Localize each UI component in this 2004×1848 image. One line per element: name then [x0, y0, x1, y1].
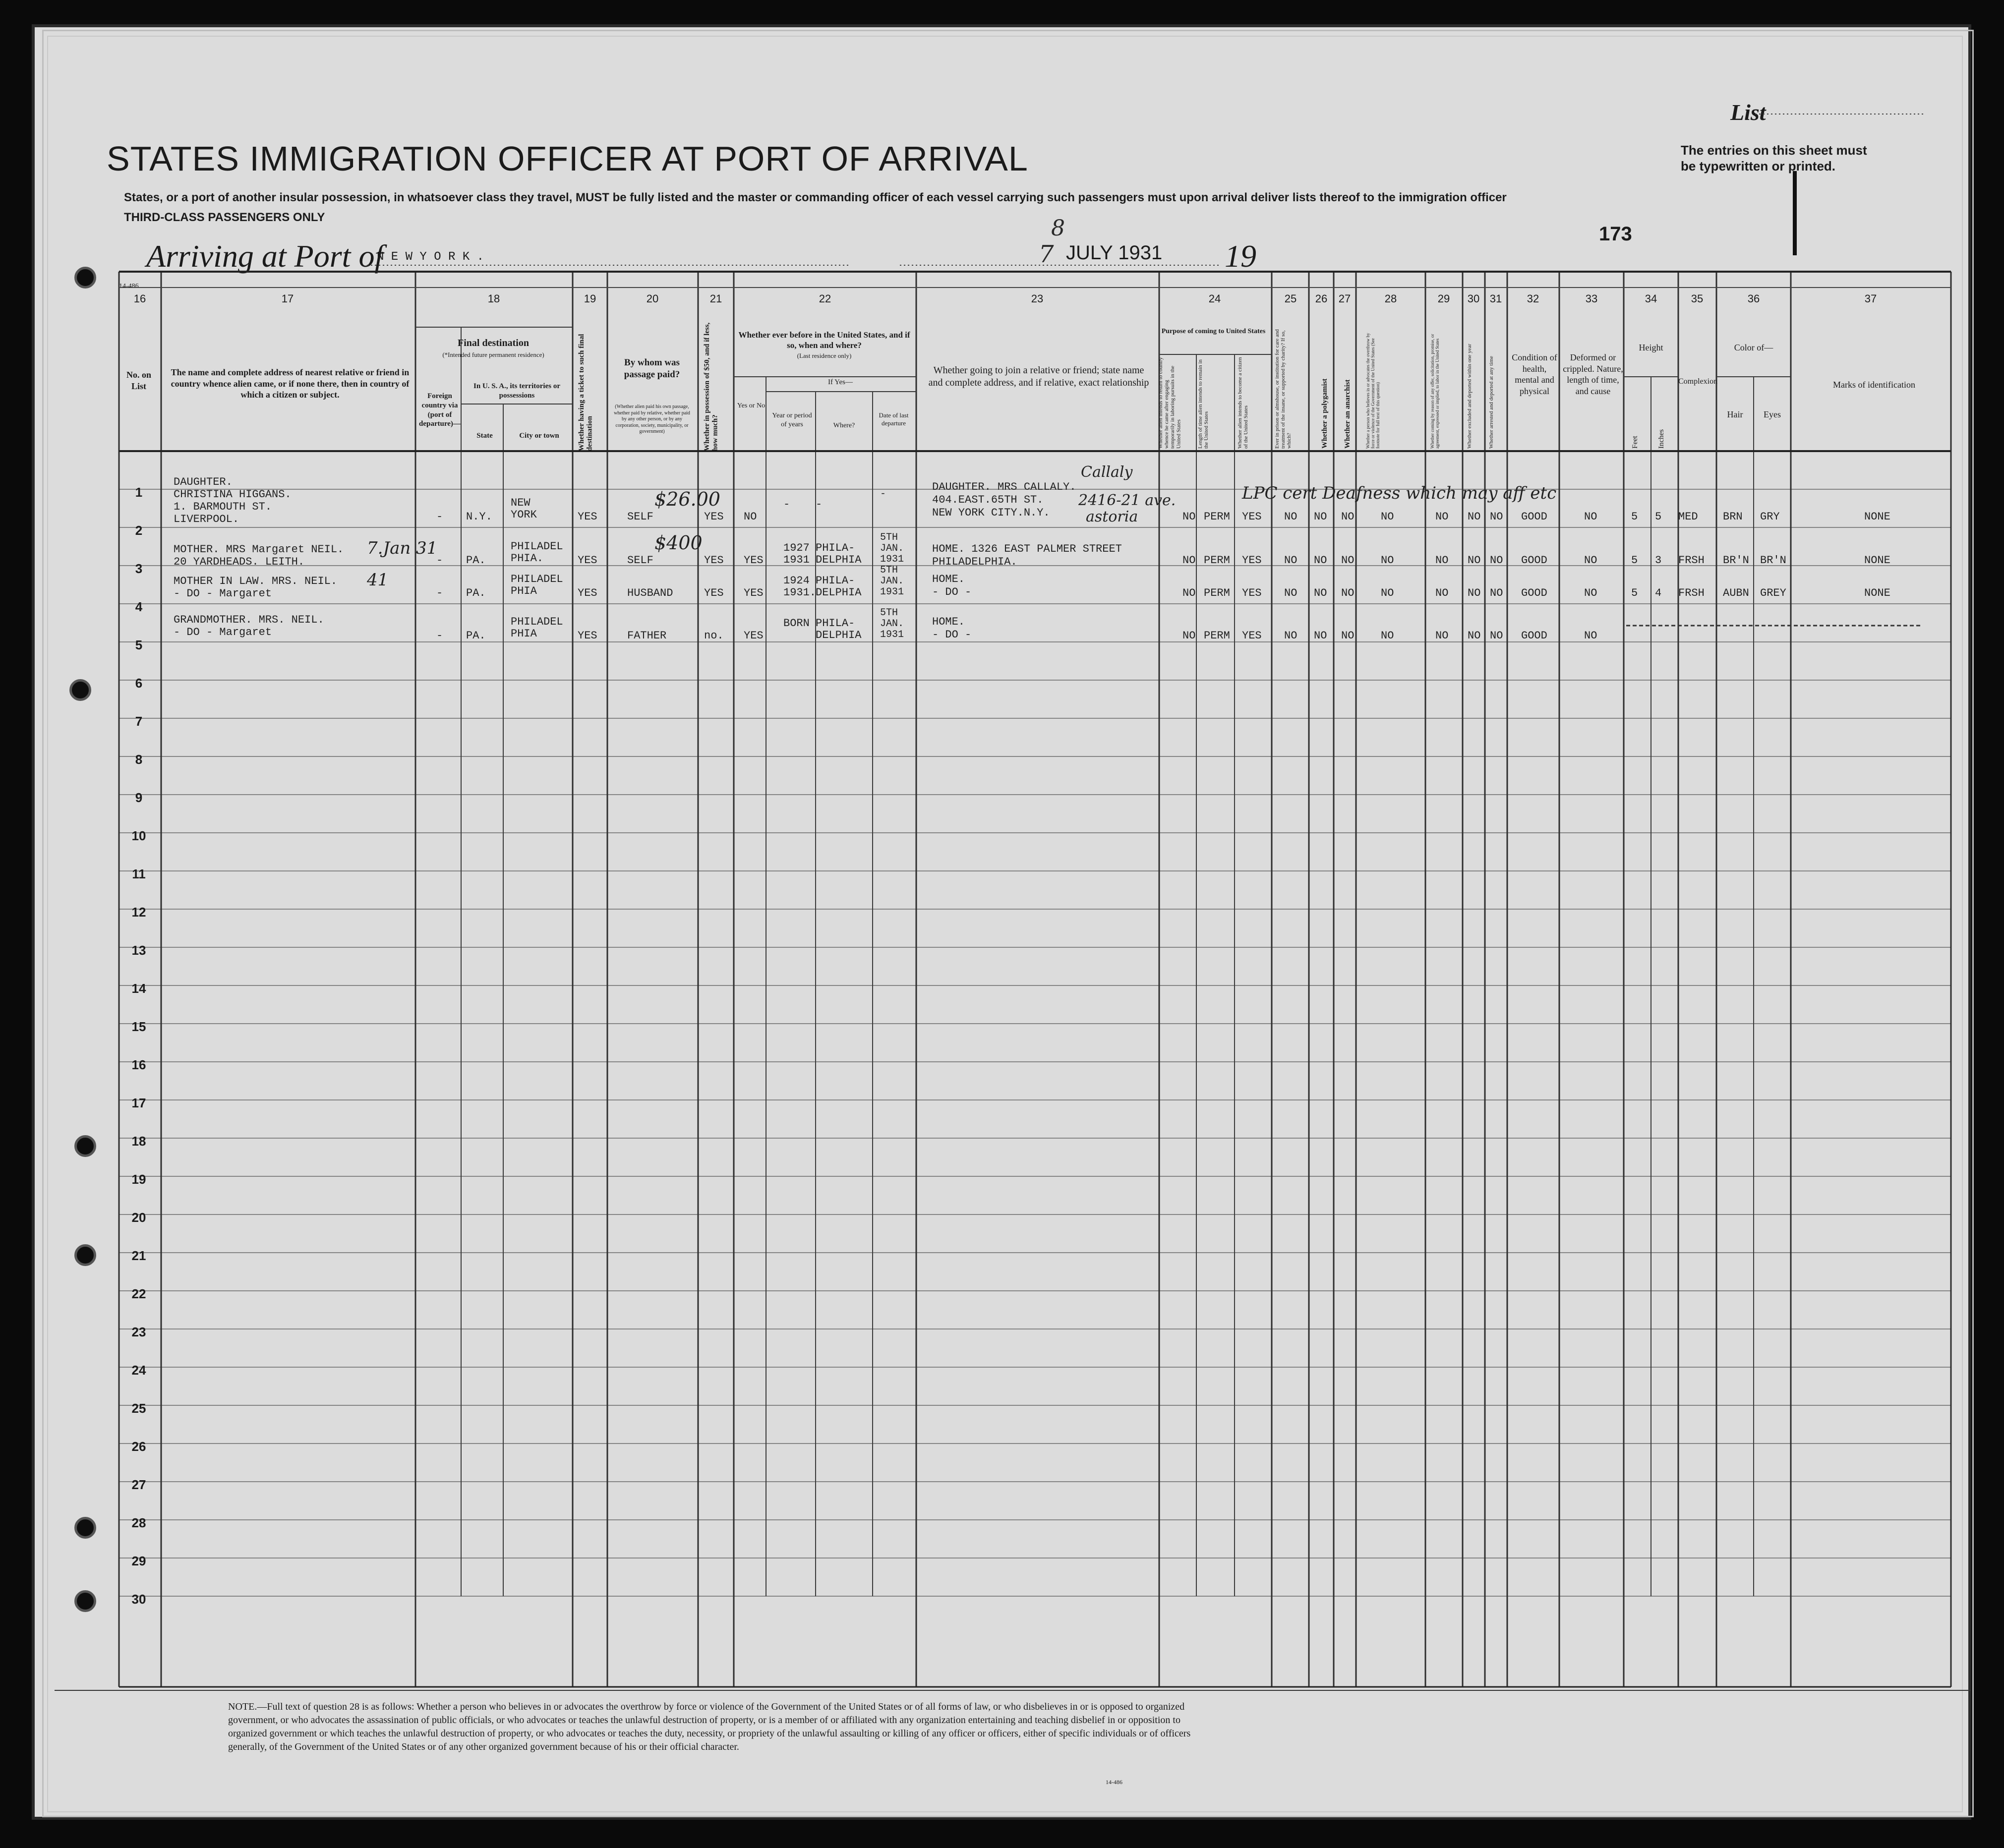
- last-departure: 5TH: [880, 607, 898, 619]
- intends-return: NO: [1182, 511, 1196, 523]
- intends-return: NO: [1182, 630, 1196, 642]
- excluded-status: NO: [1468, 511, 1481, 523]
- deported-status: NO: [1490, 554, 1503, 567]
- column-number: 16: [133, 292, 146, 305]
- destination-state: PA.: [466, 630, 486, 642]
- visit-where: DELPHIA: [816, 629, 862, 641]
- column-number: 37: [1864, 292, 1877, 305]
- row-number: 3: [135, 561, 143, 576]
- anarchist: NO: [1341, 554, 1355, 567]
- row-number: 25: [131, 1401, 146, 1416]
- foreign-port: -: [436, 511, 443, 523]
- handwritten-note: 7.Jan 31: [367, 538, 438, 558]
- date-day-correction: 8: [1051, 216, 1065, 241]
- prison-status: NO: [1284, 554, 1297, 567]
- row-number: 27: [131, 1477, 146, 1492]
- previous-visit: NO: [744, 511, 757, 523]
- eye-color: BR'N: [1760, 554, 1786, 567]
- date-value: JULY 1931: [1066, 242, 1163, 264]
- col-30-header: Whether excluded and deported within one year: [1467, 344, 1473, 449]
- hair-color: BRN: [1723, 511, 1743, 523]
- col-20-header: By whom was passage paid?: [624, 357, 680, 380]
- question-28: NO: [1381, 554, 1394, 567]
- question-28: NO: [1381, 587, 1394, 599]
- eye-color: GRY: [1760, 511, 1780, 523]
- foreign-port: -: [436, 587, 443, 599]
- length-of-stay: PERM: [1204, 630, 1230, 642]
- visit-where: DELPHIA: [816, 554, 862, 566]
- health-condition: GOOD: [1521, 630, 1547, 642]
- joining-relative: HOME.: [932, 616, 965, 628]
- foreign-port: -: [436, 630, 443, 642]
- col-22-date-header: Date of last departure: [879, 411, 909, 427]
- height-inches: 5: [1655, 511, 1662, 523]
- column-number: 24: [1208, 292, 1221, 305]
- class-label: THIRD-CLASS PASSENGERS ONLY: [124, 211, 325, 224]
- deformed-status: NO: [1584, 630, 1597, 642]
- column-number: 33: [1585, 292, 1598, 305]
- row-number: 7: [135, 714, 143, 729]
- intends-citizen: YES: [1242, 630, 1262, 642]
- visit-years: 1924: [783, 575, 810, 587]
- col-24-title: Purpose of coming to United States: [1161, 328, 1266, 335]
- row-number: 19: [131, 1172, 146, 1187]
- row-number: 13: [131, 943, 146, 958]
- ticket-status: YES: [578, 587, 597, 599]
- height-inches: 3: [1655, 554, 1662, 567]
- anarchist: NO: [1341, 511, 1355, 523]
- row-number: 9: [135, 790, 143, 805]
- footnote: NOTE.—Full text of question 28 is as follows: Whether a person who believes in or advocates the overthrow by force or violence of the Government of the United States or of all forms of law, or who disbelieves in or is opposed to organized government, or who advocates the assassination of public officials, or who advocates or teaches the unlawful destruction of property, or is a member of or affiliated with any organization entertaining and teaching disbelief in or opposition to organized government or which teaches the unlawful destruction of property, or who advocates or teaches the duty, necessity, or propriety of the unlawful assaulting or killing of any officer or officers, either of specific individuals or of officers generally, of the Government of the United States or of any other organized government because of his or their official character.: [228, 1701, 1191, 1752]
- row-number: 6: [135, 676, 143, 691]
- prison-status: NO: [1284, 511, 1297, 523]
- destination-state: N.Y.: [466, 511, 492, 523]
- row-number: 10: [131, 828, 146, 843]
- money-possession: no.: [704, 630, 724, 642]
- row-number: 17: [131, 1096, 146, 1110]
- visit-where: DELPHIA: [816, 586, 862, 599]
- column-number: 31: [1489, 292, 1502, 305]
- handwritten-note: 2416-21 ave.: [1078, 492, 1176, 509]
- intends-return: NO: [1182, 554, 1196, 567]
- prison-status: NO: [1284, 630, 1297, 642]
- previous-visit: YES: [744, 554, 764, 567]
- excluded-status: NO: [1468, 587, 1481, 599]
- col-29-header: Whether coming by reason of any offer, solicitation, promise, or agreement, expressed or implied, to labor in the United States: [1430, 334, 1440, 449]
- hair-color: AUBN: [1723, 587, 1749, 599]
- identification-marks: NONE: [1864, 511, 1890, 523]
- col-37-header: Marks of identification: [1833, 380, 1915, 390]
- length-of-stay: PERM: [1204, 587, 1230, 599]
- last-departure: JAN.: [880, 543, 904, 554]
- relative-address: MOTHER. MRS Margaret NEIL.: [174, 543, 344, 556]
- row-number: 30: [131, 1592, 146, 1607]
- joining-relative: DAUGHTER. MRS CALLALY.: [932, 481, 1076, 493]
- complexion-value: MED: [1678, 511, 1698, 523]
- last-departure: 5TH: [880, 532, 898, 543]
- visit-years: 1931.: [783, 586, 817, 599]
- column-number: 17: [281, 292, 294, 305]
- row-number: 15: [131, 1019, 146, 1034]
- ticket-status: YES: [578, 554, 597, 567]
- footer-code: 14-486: [1106, 1779, 1122, 1786]
- money-possession: YES: [704, 554, 724, 567]
- row-number: 21: [131, 1248, 146, 1263]
- relative-address: 1. BARMOUTH ST.: [174, 501, 272, 513]
- column-number: 35: [1691, 292, 1704, 305]
- column-number: 27: [1338, 292, 1351, 305]
- anarchist: NO: [1341, 630, 1355, 642]
- joining-relative: HOME.: [932, 573, 965, 585]
- column-number: 23: [1031, 292, 1044, 305]
- col-28-header: Whether a person who believes in or advocates the overthrow by force or violence of the Government of the United States (See footnote for full text of this question): [1365, 333, 1380, 449]
- joining-relative: HOME. 1326 EAST PALMER STREET: [932, 543, 1122, 555]
- column-number: 26: [1315, 292, 1328, 305]
- destination-city: PHIA: [511, 585, 537, 597]
- handwritten-note: 41: [367, 570, 389, 590]
- relative-address: DAUGHTER.: [174, 476, 233, 488]
- row-number: 26: [131, 1439, 146, 1454]
- instruction-text: States, or a port of another insular possession, in whatsoever class they travel, MUST be fully listed and the master or commanding officer of each vessel carrying such passengers must upon arrival deliver lists thereof to the immigration officer: [124, 191, 1507, 204]
- passage-paid-by: SELF: [627, 554, 653, 567]
- health-condition: GOOD: [1521, 554, 1547, 567]
- col-27-header: Whether an anarchist: [1344, 379, 1352, 449]
- anarchist: NO: [1341, 587, 1355, 599]
- last-departure: JAN.: [880, 576, 904, 587]
- health-condition: GOOD: [1521, 587, 1547, 599]
- column-number: 34: [1645, 292, 1657, 305]
- col-19-header: Whether having a ticket to such final destination: [578, 334, 594, 451]
- col-18-title: Final destination: [458, 338, 529, 348]
- deformed-status: NO: [1584, 511, 1597, 523]
- relative-address: - DO - Margaret: [174, 587, 272, 600]
- typewritten-note: be typewritten or printed.: [1681, 159, 1836, 173]
- column-number: 22: [819, 292, 831, 305]
- row-number: 8: [135, 752, 143, 767]
- page-number: 173: [1599, 223, 1632, 245]
- column-number: 30: [1467, 292, 1480, 305]
- row-number: 11: [132, 866, 146, 881]
- list-label: List: [1730, 100, 1766, 125]
- health-condition: GOOD: [1521, 511, 1547, 523]
- joining-relative: - DO -: [932, 629, 972, 641]
- polygamist: NO: [1314, 630, 1327, 642]
- intends-return: NO: [1182, 587, 1196, 599]
- col-22-years-header: Year or period of years: [772, 412, 812, 428]
- handwritten-amount: $400: [654, 532, 703, 554]
- previous-visit: YES: [744, 587, 764, 599]
- destination-city: PHILADEL: [511, 540, 563, 553]
- column-number: 28: [1384, 292, 1397, 305]
- col-16-header: No. on List: [126, 370, 151, 391]
- deported-status: NO: [1490, 630, 1503, 642]
- col-21-header: Whether in possession of $50, and if less, how much?: [703, 322, 719, 451]
- year-prefix: 19: [1225, 238, 1256, 274]
- last-departure: 1931: [880, 554, 904, 565]
- deported-status: NO: [1490, 587, 1503, 599]
- row-number: 16: [131, 1057, 146, 1072]
- intends-citizen: YES: [1242, 587, 1262, 599]
- visit-where: -: [816, 498, 823, 511]
- arriving-label: Arriving at Port of: [146, 238, 384, 274]
- col-33-header: Deformed or crippled. Nature, length of time, and cause: [1563, 352, 1623, 396]
- visit-years: 1927: [783, 542, 810, 554]
- row-number: 23: [131, 1325, 146, 1339]
- destination-city: NEW: [511, 497, 530, 509]
- col-20-sub: (Whether alien paid his own passage, whether paid by relative, whether paid by any other person, or by any corporation, society, municipality, or government): [614, 404, 690, 434]
- visit-years: 1931: [783, 554, 810, 566]
- labor-offer: NO: [1435, 511, 1449, 523]
- destination-state: PA.: [466, 554, 486, 567]
- col-18-usa-header: In U. S. A., its territories or possessions: [473, 382, 560, 400]
- column-number: 36: [1747, 292, 1760, 305]
- joining-relative: 404.EAST.65TH ST.: [932, 494, 1044, 506]
- col-24-b-header: Length of time alien intends to remain in the United States: [1197, 359, 1210, 449]
- col-35-header: Complexion: [1678, 377, 1718, 386]
- col-26-header: Whether a polygamist: [1321, 378, 1329, 449]
- row-number: 12: [131, 905, 146, 920]
- complexion-value: FRSH: [1678, 554, 1705, 567]
- hair-color: BR'N: [1723, 554, 1749, 567]
- last-departure: JAN.: [880, 618, 904, 630]
- joining-relative: PHILADELPHIA.: [932, 556, 1017, 568]
- visit-where: PHILA-: [816, 542, 855, 554]
- col-25-header: Ever in prison or almshouse, or institution for care and treatment of the insane, or supported by charity? If so, which?: [1274, 329, 1293, 449]
- page-title: STATES IMMIGRATION OFFICER AT PORT OF ARRIVAL: [107, 139, 1028, 178]
- col-36-hair-header: Hair: [1727, 409, 1743, 419]
- identification-marks: NONE: [1864, 587, 1890, 599]
- polygamist: NO: [1314, 554, 1327, 567]
- height-inches: 4: [1655, 587, 1662, 599]
- labor-offer: NO: [1435, 587, 1449, 599]
- handwritten-note: astoria: [1086, 508, 1138, 525]
- port-value: N E W Y O R K .: [377, 250, 484, 264]
- foreign-port: -: [436, 554, 443, 567]
- col-22-title: Whether ever before in the United States, and if so, when and where?: [738, 330, 910, 350]
- identification-marks: NONE: [1864, 554, 1890, 567]
- visit-where: PHILA-: [816, 617, 855, 630]
- col-18-sub: (*Intended future permanent residence): [442, 351, 544, 358]
- column-number: 19: [584, 292, 596, 305]
- last-departure: 1931: [880, 586, 904, 598]
- col-24-a-header: Whether alien intends to return to country whence he came after engaging temporarily in laboring pursuits in the United States: [1158, 357, 1182, 449]
- row-number: 5: [135, 637, 143, 652]
- handwritten-amount: $26.00: [654, 488, 720, 510]
- col-22-ifyes: If Yes—: [827, 378, 853, 386]
- height-feet: 5: [1631, 511, 1638, 523]
- typewritten-note: The entries on this sheet must: [1681, 143, 1867, 158]
- column-number: 25: [1284, 292, 1297, 305]
- destination-state: PA.: [466, 587, 486, 599]
- col-18-state-header: State: [476, 432, 493, 440]
- money-possession: YES: [704, 587, 724, 599]
- length-of-stay: PERM: [1204, 554, 1230, 567]
- row-number: 2: [135, 523, 143, 538]
- destination-city: PHILADEL: [511, 616, 563, 628]
- excluded-status: NO: [1468, 630, 1481, 642]
- deformed-status: NO: [1584, 554, 1597, 567]
- col-34-inches-header: Inches: [1657, 429, 1665, 449]
- last-departure: -: [880, 488, 886, 500]
- col-32-header: Condition of health, mental and physical: [1512, 352, 1557, 396]
- question-28: NO: [1381, 511, 1394, 523]
- ticket-status: YES: [578, 630, 597, 642]
- length-of-stay: PERM: [1204, 511, 1230, 523]
- visit-where: PHILA-: [816, 575, 855, 587]
- form-code: 14-486: [119, 283, 139, 290]
- col-22-where-header: Where?: [833, 422, 855, 429]
- polygamist: NO: [1314, 587, 1327, 599]
- complexion-value: FRSH: [1678, 587, 1705, 599]
- intends-citizen: YES: [1242, 511, 1262, 523]
- passage-paid-by: HUSBAND: [627, 587, 673, 599]
- row-number: 29: [131, 1554, 146, 1568]
- deported-status: NO: [1490, 511, 1503, 523]
- last-departure: 5TH: [880, 565, 898, 576]
- col-36-title: Color of—: [1734, 343, 1773, 352]
- relative-address: CHRISTINA HIGGANS.: [174, 488, 292, 501]
- relative-address: GRANDMOTHER. MRS. NEIL.: [174, 614, 324, 626]
- visit-years: BORN: [783, 617, 810, 630]
- prison-status: NO: [1284, 587, 1297, 599]
- row-number: 18: [131, 1134, 146, 1149]
- col-24-c-header: Whether alien intends to become a citizen of the United States: [1237, 357, 1249, 449]
- handwritten-annotation: LPC cert Deafness which may aff etc: [1242, 483, 1557, 503]
- destination-city: PHIA.: [511, 552, 544, 565]
- last-departure: 1931: [880, 629, 904, 640]
- relative-address: MOTHER IN LAW. MRS. NEIL.: [174, 575, 338, 587]
- relative-address: LIVERPOOL.: [174, 513, 239, 525]
- destination-city: PHIA: [511, 628, 537, 640]
- labor-offer: NO: [1435, 630, 1449, 642]
- col-18-foreign-header: Foreign country via (port of departure)—: [419, 392, 461, 428]
- column-number: 18: [487, 292, 500, 305]
- polygamist: NO: [1314, 511, 1327, 523]
- col-36-eyes-header: Eyes: [1764, 409, 1781, 419]
- handwritten-note: Callaly: [1081, 463, 1133, 481]
- previous-visit: YES: [744, 630, 764, 642]
- col-18-city-header: City or town: [519, 432, 559, 440]
- destination-city: PHILADEL: [511, 573, 563, 585]
- eye-color: GREY: [1760, 587, 1786, 599]
- passage-paid-by: SELF: [627, 511, 653, 523]
- joining-relative: - DO -: [932, 586, 972, 598]
- row-number: 28: [131, 1515, 146, 1530]
- column-number: 20: [646, 292, 659, 305]
- column-number: 32: [1527, 292, 1539, 305]
- row-number: 14: [131, 981, 146, 996]
- relative-address: 20 YARDHEADS. LEITH.: [174, 556, 305, 568]
- passage-paid-by: FATHER: [627, 630, 667, 642]
- labor-offer: NO: [1435, 554, 1449, 567]
- date-day: 7: [1039, 240, 1054, 268]
- row-number: 20: [131, 1210, 146, 1225]
- column-number: 21: [709, 292, 722, 305]
- row-number: 22: [131, 1286, 146, 1301]
- row-number: 1: [135, 485, 143, 500]
- deformed-status: NO: [1584, 587, 1597, 599]
- col-22-sub: (Last residence only): [797, 352, 852, 359]
- col-17-header: The name and complete address of nearest relative or friend in country whence alien came, or if none there, then in country of which a citizen or subject.: [171, 367, 410, 400]
- money-possession: YES: [704, 511, 724, 523]
- column-number: 29: [1437, 292, 1450, 305]
- visit-years: -: [783, 498, 790, 511]
- col-31-header: Whether arrested and deported at any time: [1488, 356, 1494, 449]
- row-number: 4: [135, 599, 143, 614]
- col-23-header: Whether going to join a relative or friend; state name and complete address, and if relative, exact relationship: [928, 365, 1149, 388]
- col-22-yesno-header: Yes or No: [737, 402, 766, 409]
- height-feet: 5: [1631, 554, 1638, 567]
- row-number: 24: [131, 1363, 146, 1378]
- question-28: NO: [1381, 630, 1394, 642]
- height-feet: 5: [1631, 587, 1638, 599]
- col-34-feet-header: Feet: [1631, 436, 1639, 449]
- ticket-status: YES: [578, 511, 597, 523]
- relative-address: - DO - Margaret: [174, 626, 272, 638]
- excluded-status: NO: [1468, 554, 1481, 567]
- destination-city: YORK: [511, 509, 537, 521]
- col-34-title: Height: [1639, 343, 1663, 352]
- joining-relative: NEW YORK CITY.N.Y.: [932, 507, 1050, 519]
- intends-citizen: YES: [1242, 554, 1262, 567]
